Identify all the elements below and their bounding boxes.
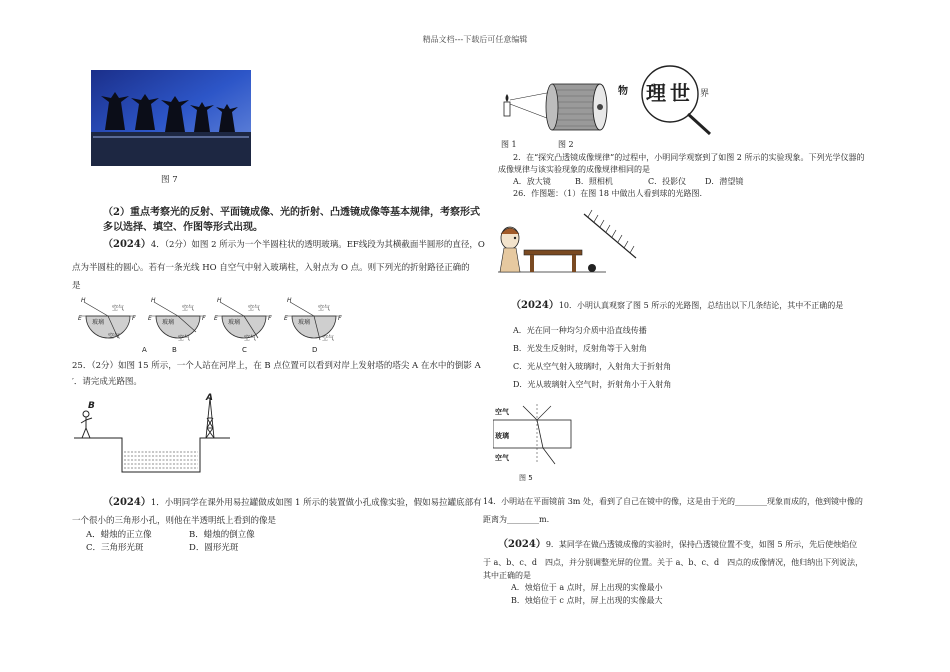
fig5-glass-label: 玻璃 <box>495 432 509 440</box>
q4-d-glass-label: 玻璃 <box>298 319 311 326</box>
q4-d-f-label: F <box>338 315 342 322</box>
q4-b-f-label: F <box>202 315 206 322</box>
q9-option-b: B．烛焰位于 c 点时，屏上出现的实像最大 <box>511 596 663 605</box>
q14-line1: 14．小明站在平面镜前 3m 处，看到了自己在镜中的像，这是由于光的________现象而成的，他到镜中像的 <box>483 497 863 506</box>
q1-line2: 一个很小的三角形小孔，则他在半透明纸上看到的像是 <box>72 516 277 526</box>
q4-b-h-label: H <box>151 297 156 304</box>
q4-line3: 是 <box>72 281 81 291</box>
person-figure <box>81 411 92 438</box>
q10-option-c: C．光从空气射入玻璃时，入射角大于折射角 <box>513 362 672 371</box>
q4-d-air-bottom: 空气 <box>322 335 335 342</box>
q4-b-e-label: E <box>148 315 152 322</box>
mag-char-1: 物 <box>618 86 628 97</box>
fig1-caption: 图 1 <box>501 140 517 149</box>
q10-year: （2024） <box>511 300 559 311</box>
q9-line2: 于 a、b、c、d 四点，并分别调整光屏的位置。关于 a、b、c、d 四点的成像情况，他归纳出下列说法， <box>483 558 864 567</box>
q2-line2: 成像规律与该实验现象的成像规律相同的是 <box>498 165 650 174</box>
q2-option-a: A．放大镜 <box>513 177 551 186</box>
q4-c-air-label: 空气 <box>248 305 261 312</box>
q4-label-a: A <box>142 346 147 354</box>
can-pinhole-camera <box>546 84 607 130</box>
river-diagram <box>72 392 232 474</box>
q1-year: （2024） <box>103 497 151 508</box>
fig1-fig2-illustration <box>498 64 718 138</box>
q2-option-d: D．潜望镜 <box>705 177 744 186</box>
magnifier-icon <box>618 66 710 134</box>
q1-option-c: C．三角形光斑 <box>86 543 144 553</box>
q4-d-h-label: H <box>287 297 292 304</box>
q4-a-glass-label: 玻璃 <box>92 319 105 326</box>
q4-diagram-d <box>284 297 342 342</box>
q1-line1 <box>103 497 482 509</box>
q9-option-a: A．烛焰位于 a 点时，屏上出现的实像最小 <box>511 583 663 592</box>
mag-char-4: 界 <box>700 89 710 99</box>
fig5-air-top: 空气 <box>495 408 509 416</box>
q14-line2: 距离为________m. <box>483 515 550 524</box>
q4-d-e-label: E <box>284 315 288 322</box>
ball-icon <box>588 264 596 272</box>
q4-d-air-label: 空气 <box>318 305 331 312</box>
fig7-caption: 图 7 <box>161 175 178 185</box>
mag-char-3: 世 <box>670 81 690 105</box>
shadow-dance-photo <box>91 70 251 166</box>
q4-c-glass-label: 玻璃 <box>228 319 241 326</box>
tower-figure <box>206 398 214 438</box>
q1-option-b: B．蜡烛的倒立像 <box>189 530 255 540</box>
section2-line2: 多以选择、填空、作图等形式出现。 <box>103 222 263 233</box>
q4-c-h-label: H <box>217 297 222 304</box>
q2-option-b: B．照相机 <box>575 177 613 186</box>
q2-option-c: C．投影仪 <box>648 177 687 186</box>
q1-option-a: A．蜡烛的正立像 <box>86 530 152 540</box>
fig18-illustration <box>496 204 646 280</box>
q2-line1: 2．在“探究凸透镜成像规律”的过程中，小明同学观察到了如图 2 所示的实验现象。下列光学仪器的 <box>513 153 865 162</box>
q9-text1: 9．某同学在做凸透镜成像的实验时，保持凸透镜位置不变，如图 5 所示，先后使烛焰位 <box>545 540 858 549</box>
q4-line1 <box>103 239 485 251</box>
q9-line1 <box>498 539 857 550</box>
q4-diagram-b <box>148 297 206 342</box>
fig5-caption: 图 5 <box>519 474 533 482</box>
q10-line1 <box>511 300 843 311</box>
fig5-air-bottom: 空气 <box>495 454 509 462</box>
q4-a-air-bottom: 空气 <box>108 333 121 340</box>
q4-c-f-label: F <box>268 315 272 322</box>
q4-c-air-bottom: 空气 <box>244 335 257 342</box>
fig2-caption: 图 2 <box>558 140 574 149</box>
q4-a-e-label: E <box>78 315 82 322</box>
q4-b-glass-label: 玻璃 <box>162 319 175 326</box>
q4-c-e-label: E <box>214 315 218 322</box>
table-figure <box>524 250 582 272</box>
q4-year: （2024） <box>103 239 151 250</box>
person-head-figure <box>500 227 520 272</box>
q4-b-air-bottom: 空气 <box>178 335 191 342</box>
section2-line1: （2）重点考察光的反射、平面镜成像、光的折射、凸透镜成像等基本规律，考察形式 <box>103 207 480 218</box>
q4-option-diagrams <box>72 296 362 354</box>
q4-text1: 4．（2分）如图 2 所示为一个半圆柱状的透明玻璃。EF线段为其横截面半圆形的直径，O <box>150 240 485 250</box>
q4-label-b: B <box>172 346 177 354</box>
q4-label-d: D <box>312 346 318 354</box>
q4-label-c: C <box>242 346 247 354</box>
q25-line1: 25．（2分）如图 15 所示，一个人站在河岸上，在 B 点位置可以看到对岸上发射塔的塔尖 A 在水中的倒影 A <box>72 361 481 371</box>
q4-diagram-c <box>214 297 272 342</box>
q4-a-air-label: 空气 <box>112 305 125 312</box>
page-header: 精品文档---下载后可任意编辑 <box>422 35 528 44</box>
fig5-glass-block <box>493 400 577 482</box>
q26-text: 26．作图题：（1）在图 18 中做出人看到球的光路图. <box>513 189 703 198</box>
q1-text1: 1．小明同学在课外用易拉罐做成如图 1 所示的装置做小孔成像实验，假如易拉罐底部有 <box>150 498 482 508</box>
q9-year: （2024） <box>498 539 546 550</box>
q25-line2: ′．请完成光路图。 <box>72 377 142 387</box>
q10-option-a: A．光在同一种均匀介质中沿直线传播 <box>513 326 647 335</box>
point-b-label: B <box>88 401 95 411</box>
q10-option-d: D．光从玻璃射入空气时，折射角小于入射角 <box>513 380 672 389</box>
mirror-figure <box>584 210 636 258</box>
mag-char-2: 理 <box>646 81 666 105</box>
q4-a-f-label: F <box>132 315 136 322</box>
q4-diagram-a <box>78 297 136 340</box>
q4-b-air-label: 空气 <box>182 305 195 312</box>
q1-option-d: D．圆形光斑 <box>189 543 239 553</box>
q10-option-b: B．光发生反射时，反射角等于入射角 <box>513 344 647 353</box>
q10-text1: 10．小明认真观察了图 5 所示的光路图，总结出以下几条结论，其中不正确的是 <box>558 301 844 310</box>
point-a-label: A <box>206 393 213 403</box>
candle-icon <box>504 94 510 116</box>
q4-line2: 点为半圆柱的圆心。若有一条光线 HO 自空气中射入玻璃柱，入射点为 O 点。则下列光的折射路径正确的 <box>72 263 470 273</box>
q4-a-h-label: H <box>81 297 86 304</box>
q9-line3: 其中正确的是 <box>483 571 531 580</box>
